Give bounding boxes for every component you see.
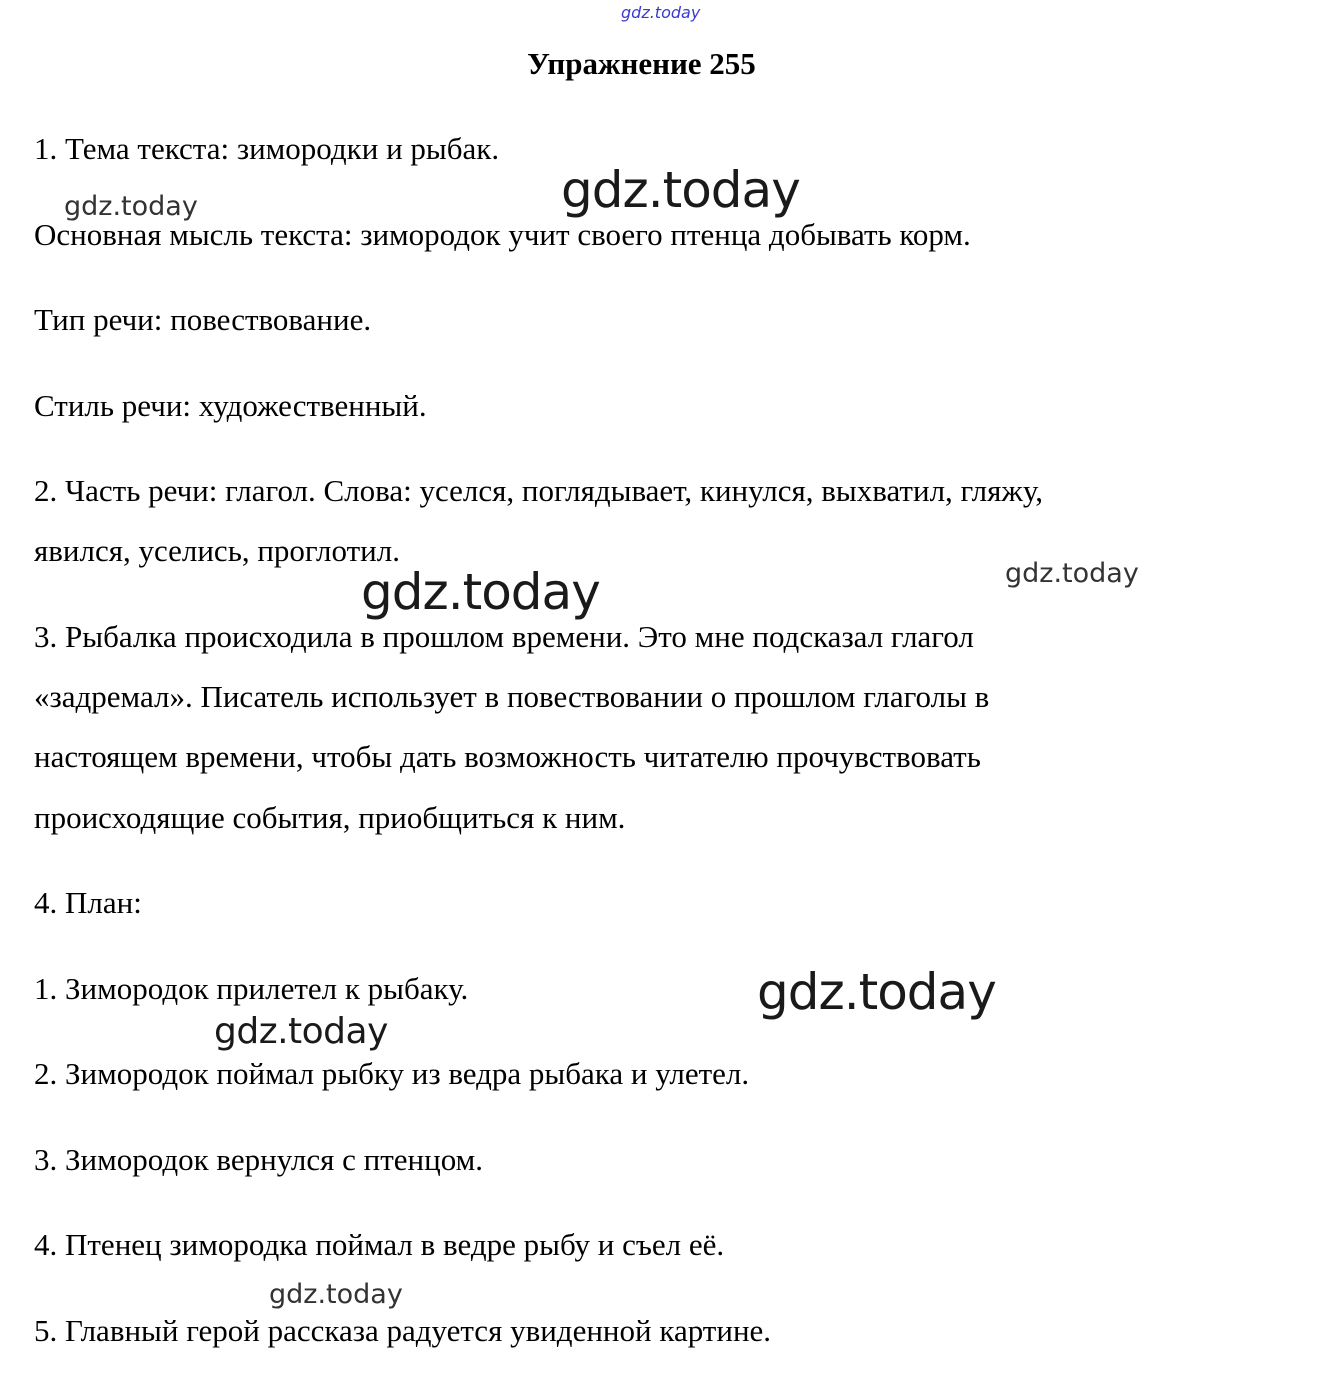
text-line: 1. Тема текста: зимородки и рыбак.: [34, 131, 500, 166]
text-line: 1. Зимородок прилетел к рыбаку.: [34, 971, 469, 1006]
text-line: 2. Зимородок поймал рыбку из ведра рыбака и улетел.: [34, 1056, 750, 1091]
watermark: gdz.today: [361, 563, 600, 621]
watermark: gdz.today: [561, 161, 800, 219]
text-line: Тип речи: повествование.: [34, 302, 372, 337]
text-line: Основная мысль текста: зимородок учит своего птенца добывать корм.: [34, 217, 971, 252]
text-line: Стиль речи: художественный.: [34, 388, 427, 423]
watermark: gdz.today: [214, 1011, 388, 1052]
watermark: gdz.today: [269, 1279, 403, 1310]
watermark: gdz.today: [757, 963, 996, 1021]
text-line: настоящем времени, чтобы дать возможность читателю прочувствовать: [34, 739, 981, 774]
watermark: gdz.today: [1005, 558, 1139, 589]
text-line: 3. Рыбалка происходила в прошлом времени. Это мне подсказал глагол: [34, 619, 974, 654]
text-line: 5. Главный герой рассказа радуется увиденной картине.: [34, 1313, 772, 1348]
text-line: 2. Часть речи: глагол. Слова: уселся, поглядывает, кинулся, выхватил, гляжу,: [34, 473, 1043, 508]
page-title: Упражнение 255: [527, 46, 756, 81]
watermark-top: gdz.today: [621, 3, 701, 22]
watermark: gdz.today: [64, 191, 198, 222]
text-line: происходящие события, приобщиться к ним.: [34, 800, 626, 835]
text-line: 3. Зимородок вернулся с птенцом.: [34, 1142, 483, 1177]
text-line: 4. Птенец зимородка поймал в ведре рыбу и съел её.: [34, 1227, 725, 1262]
text-line: «задремал». Писатель использует в повествовании о прошлом глаголы в: [34, 679, 990, 714]
text-line: 4. План:: [34, 885, 142, 920]
text-line: явился, уселись, проглотил.: [34, 533, 400, 568]
